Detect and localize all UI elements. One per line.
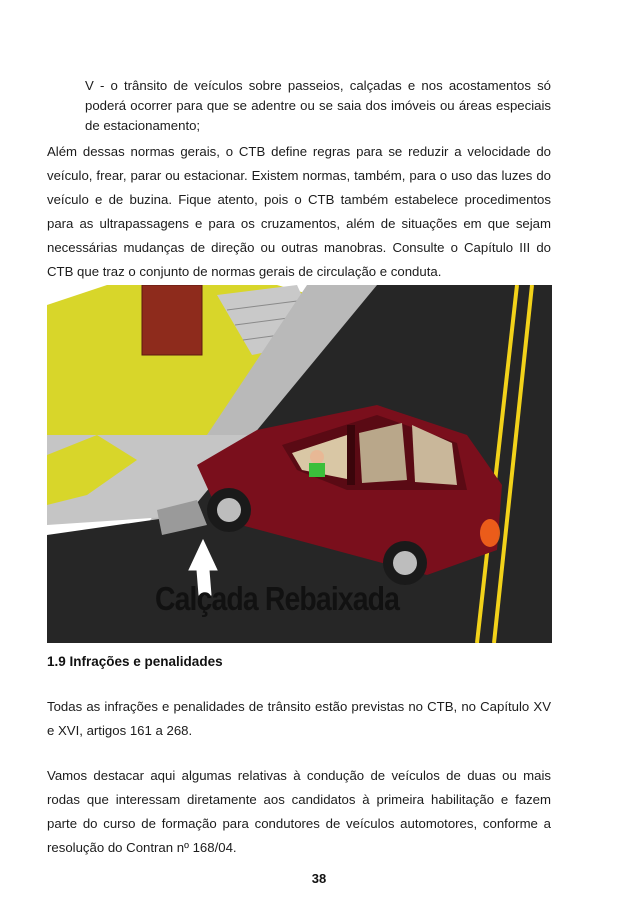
brick-pillar	[142, 285, 202, 355]
paragraph-traffic-rules: Além dessas normas gerais, o CTB define regras para se reduzir a velocidade do veículo, frear, parar ou estacionar. Existem normas, também, para o uso das luzes do veículo e de buzina. Fique atento, pois o CTB também estabelece procedimentos para as ultrapassagens e para os cruzamentos, além de situações em que sejam necessárias mudanças de direção ou outras manobras. Consulte o Capítulo III do CTB que traz o conjunto de normas gerais de circulação e conduta.	[47, 144, 551, 279]
tail-light	[480, 519, 500, 547]
list-item-v: V - o trânsito de veículos sobre passeios, calçadas e nos acostamentos só poderá ocorrer para que se adentre ou se saia dos imóveis ou áreas especiais de estacionamento;	[85, 78, 551, 134]
illustration-lowered-curb	[47, 285, 552, 643]
paragraph-infractions: Todas as infrações e penalidades de trânsito estão previstas no CTB, no Capítulo XV e XVI, artigos 161 a 268.	[47, 699, 551, 738]
paragraph-highlight: Vamos destacar aqui algumas relativas à condução de veículos de duas ou mais rodas que interessam diretamente aos candidatos à primeira habilitação e fazem parte do curso de formação para condutores de veículos automotores, conforme a resolução do Contran nº 168/04.	[47, 768, 551, 855]
page-number: 38	[311, 871, 327, 886]
section-heading: 1.9 Infrações e penalidades	[47, 654, 223, 669]
figure-caption: Calçada Rebaixada	[155, 580, 400, 617]
